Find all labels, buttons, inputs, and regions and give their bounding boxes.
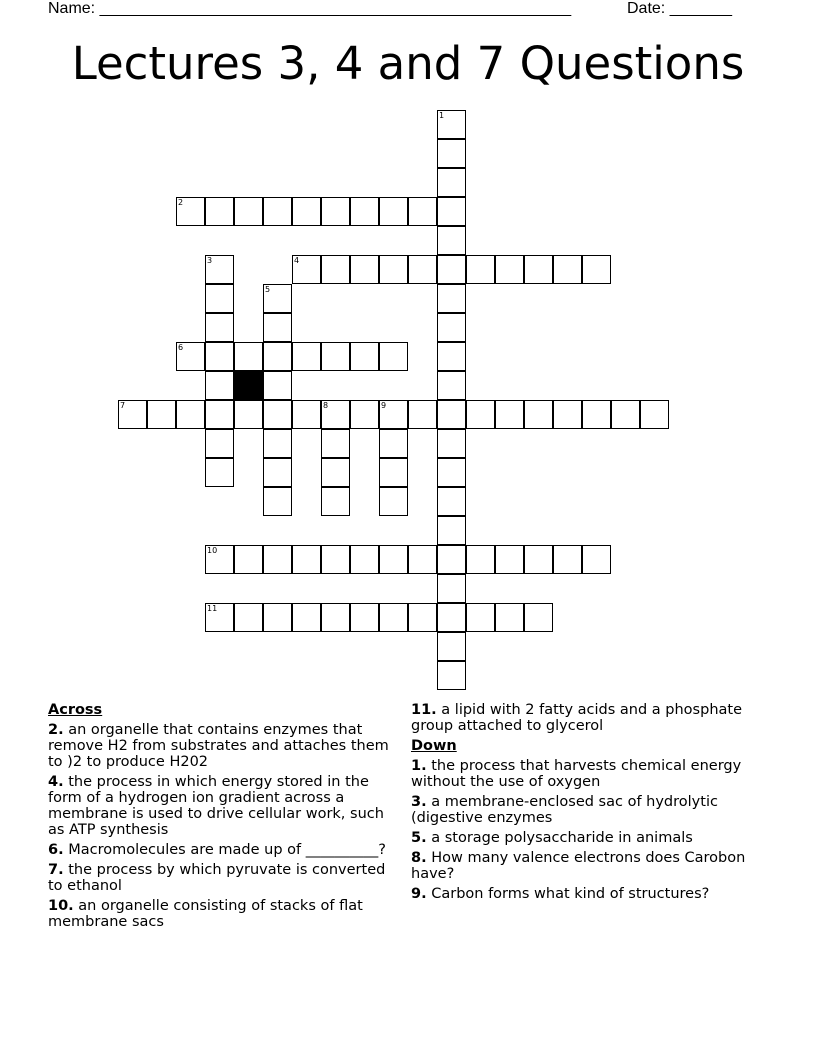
grid-cell[interactable] [205, 545, 234, 574]
grid-cell[interactable] [350, 400, 379, 429]
grid-cell[interactable] [263, 400, 292, 429]
clue-number: 8. [411, 850, 427, 866]
grid-cell[interactable] [321, 603, 350, 632]
grid-cell[interactable] [205, 197, 234, 226]
grid-cell[interactable] [379, 342, 408, 371]
grid-cell[interactable] [437, 458, 466, 487]
grid-cell[interactable] [321, 545, 350, 574]
date-field: Date: _______ [627, 0, 732, 17]
grid-cell[interactable] [379, 197, 408, 226]
grid-cell[interactable] [379, 487, 408, 516]
grid-cell[interactable] [263, 284, 292, 313]
clue-text: How many valence electrons does Carobon have? [411, 850, 746, 882]
clue-number: 6. [48, 842, 64, 858]
grid-cell[interactable] [495, 603, 524, 632]
grid-cell[interactable] [292, 400, 321, 429]
clue-number: 4. [48, 774, 64, 790]
grid-cell[interactable] [205, 284, 234, 313]
grid-cell[interactable] [147, 400, 176, 429]
grid-cell[interactable] [205, 371, 234, 400]
clue-number: 9. [411, 886, 427, 902]
clue-text: an organelle consisting of stacks of flat membrane sacs [48, 898, 363, 930]
grid-cell[interactable] [234, 197, 263, 226]
grid-cell[interactable] [292, 603, 321, 632]
cell-number: 3 [207, 256, 213, 265]
grid-cell[interactable] [176, 197, 205, 226]
grid-cell[interactable] [321, 197, 350, 226]
grid-cell[interactable] [350, 603, 379, 632]
grid-cell[interactable] [205, 603, 234, 632]
grid-cell[interactable] [408, 603, 437, 632]
grid-cell[interactable] [466, 545, 495, 574]
grid-cell[interactable] [321, 487, 350, 516]
clue-down-1 [411, 758, 761, 790]
cell-number: 11 [207, 604, 218, 613]
cell-number: 8 [323, 401, 329, 410]
grid-cell[interactable] [292, 255, 321, 284]
clue-across-10 [48, 898, 400, 930]
grid-cell[interactable] [582, 400, 611, 429]
grid-cell[interactable] [205, 255, 234, 284]
grid-cell[interactable] [553, 545, 582, 574]
grid-cell[interactable] [640, 400, 669, 429]
clue-text: Macromolecules are made up of __________? [68, 842, 386, 858]
grid-cell[interactable] [408, 255, 437, 284]
grid-cell[interactable] [263, 371, 292, 400]
grid-cell[interactable] [292, 545, 321, 574]
grid-cell[interactable] [379, 545, 408, 574]
clue-across-2 [48, 722, 400, 770]
cell-number: 10 [207, 546, 218, 555]
grid-cell[interactable] [118, 400, 147, 429]
grid-cell[interactable] [263, 487, 292, 516]
cell-number: 9 [381, 401, 387, 410]
clue-across-4 [48, 774, 400, 838]
cell-number: 7 [120, 401, 126, 410]
grid-cell[interactable] [176, 400, 205, 429]
grid-cell[interactable] [437, 313, 466, 342]
grid-cell[interactable] [437, 429, 466, 458]
grid-cell[interactable] [350, 197, 379, 226]
grid-cell[interactable] [466, 400, 495, 429]
grid-cell[interactable] [234, 545, 263, 574]
clue-number: 2. [48, 722, 64, 738]
grid-cell[interactable] [437, 110, 466, 139]
grid-cell[interactable] [437, 400, 466, 429]
cell-number: 2 [178, 198, 184, 207]
grid-cell[interactable] [437, 284, 466, 313]
clue-text: the process by which pyruvate is converted to ethanol [48, 862, 386, 894]
grid-cell[interactable] [350, 255, 379, 284]
grid-cell[interactable] [321, 342, 350, 371]
grid-cell[interactable] [524, 603, 553, 632]
grid-cell[interactable] [321, 255, 350, 284]
grid-cell[interactable] [379, 255, 408, 284]
grid-cell[interactable] [263, 342, 292, 371]
page-title: Lectures 3, 4 and 7 Questions [71, 37, 745, 90]
clue-down-9 [411, 886, 761, 902]
grid-cell[interactable] [495, 255, 524, 284]
grid-cell[interactable] [437, 168, 466, 197]
grid-cell[interactable] [321, 400, 350, 429]
grid-cell[interactable] [437, 545, 466, 574]
clue-text: a membrane-enclosed sac of hydrolytic (digestive enzymes [411, 794, 718, 826]
clue-text: a storage polysaccharide in animals [431, 830, 693, 846]
grid-cell[interactable] [437, 516, 466, 545]
grid-cell[interactable] [234, 603, 263, 632]
grid-cell[interactable] [437, 661, 466, 690]
grid-cell[interactable] [263, 429, 292, 458]
grid-cell[interactable] [553, 255, 582, 284]
cell-number: 6 [178, 343, 184, 352]
grid-cell[interactable] [466, 603, 495, 632]
grid-cell[interactable] [379, 603, 408, 632]
grid-cell[interactable] [611, 400, 640, 429]
grid-cell[interactable] [553, 400, 582, 429]
grid-cell[interactable] [582, 545, 611, 574]
grid-cell[interactable] [524, 255, 553, 284]
clue-across-6 [48, 842, 400, 858]
clue-down-5 [411, 830, 761, 846]
grid-cell[interactable] [408, 400, 437, 429]
clue-across-11 [411, 702, 761, 734]
clue-number: 3. [411, 794, 427, 810]
grid-cell[interactable] [205, 400, 234, 429]
cell-number: 1 [439, 111, 445, 120]
grid-cell[interactable] [263, 545, 292, 574]
grid-cell[interactable] [176, 342, 205, 371]
grid-cell[interactable] [524, 545, 553, 574]
clues-left-column [48, 702, 400, 934]
grid-cell[interactable] [321, 429, 350, 458]
grid-cell[interactable] [205, 458, 234, 487]
clue-text: the process in which energy stored in the form of a hydrogen ion gradient across a membrane is used to drive cellular work, such as ATP synthesis [48, 774, 384, 838]
grid-cell[interactable] [437, 342, 466, 371]
name-field: Name: _____________________________________________________ [48, 0, 572, 17]
grid-cell[interactable] [408, 545, 437, 574]
grid-cell[interactable] [321, 458, 350, 487]
grid-cell-black [234, 371, 263, 400]
grid-cell[interactable] [437, 139, 466, 168]
grid-cell[interactable] [524, 400, 553, 429]
clue-text: Carbon forms what kind of structures? [431, 886, 710, 902]
clues-right-column [411, 702, 761, 906]
clue-number: 5. [411, 830, 427, 846]
grid-cell[interactable] [350, 545, 379, 574]
grid-cell[interactable] [437, 574, 466, 603]
grid-cell[interactable] [466, 255, 495, 284]
grid-cell[interactable] [234, 342, 263, 371]
grid-cell[interactable] [437, 371, 466, 400]
clue-down-8 [411, 850, 761, 882]
clue-number: 7. [48, 862, 64, 878]
grid-cell[interactable] [205, 342, 234, 371]
grid-cell[interactable] [379, 429, 408, 458]
clue-number: 11. [411, 702, 437, 718]
clue-number: 1. [411, 758, 427, 774]
grid-cell[interactable] [263, 313, 292, 342]
grid-cell[interactable] [350, 342, 379, 371]
clue-across-7 [48, 862, 400, 894]
grid-cell[interactable] [437, 255, 466, 284]
down-heading: Down [411, 738, 457, 754]
grid-cell[interactable] [263, 603, 292, 632]
grid-cell[interactable] [437, 632, 466, 661]
grid-cell[interactable] [495, 545, 524, 574]
grid-cell[interactable] [263, 197, 292, 226]
grid-cell[interactable] [379, 400, 408, 429]
grid-cell[interactable] [582, 255, 611, 284]
grid-cell[interactable] [437, 197, 466, 226]
grid-cell[interactable] [292, 197, 321, 226]
cell-number: 4 [294, 256, 300, 265]
grid-cell[interactable] [379, 458, 408, 487]
grid-cell[interactable] [408, 197, 437, 226]
clue-text: a lipid with 2 fatty acids and a phosphate group attached to glycerol [411, 702, 742, 734]
grid-cell[interactable] [437, 487, 466, 516]
clue-text: the process that harvests chemical energy without the use of oxygen [411, 758, 742, 790]
grid-cell[interactable] [205, 429, 234, 458]
grid-cell[interactable] [292, 342, 321, 371]
clue-text: an organelle that contains enzymes that remove H2 from substrates and attaches them to )2 to produce H202 [48, 722, 389, 770]
grid-cell[interactable] [495, 400, 524, 429]
grid-cell[interactable] [205, 313, 234, 342]
grid-cell[interactable] [263, 458, 292, 487]
across-heading: Across [48, 702, 103, 718]
grid-cell[interactable] [437, 226, 466, 255]
grid-cell[interactable] [437, 603, 466, 632]
clue-down-3 [411, 794, 761, 826]
grid-cell[interactable] [234, 400, 263, 429]
clue-number: 10. [48, 898, 74, 914]
cell-number: 5 [265, 285, 271, 294]
